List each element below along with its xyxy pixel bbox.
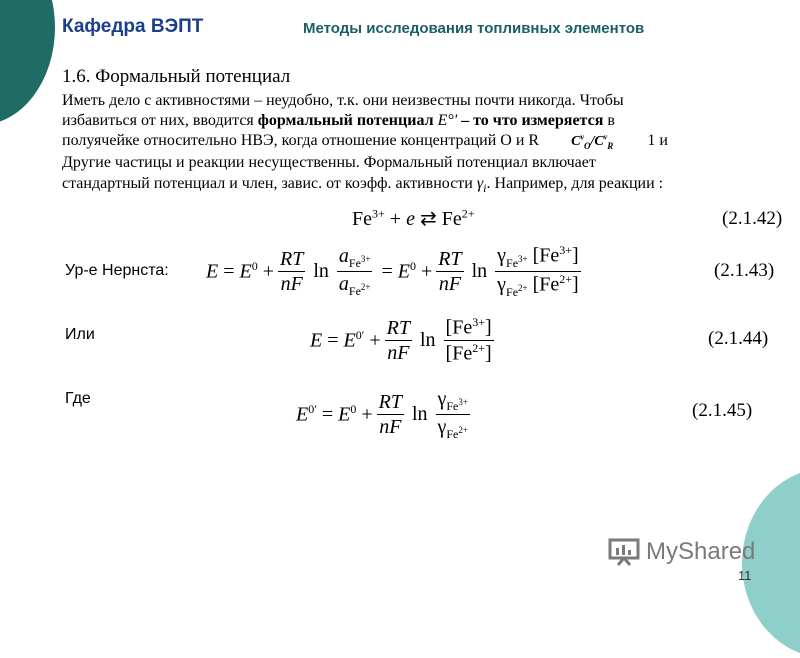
course-title: Методы исследования топливных элементов bbox=[303, 20, 645, 37]
paragraph-line-1: Иметь дело с активностями – неудобно, т.к. они неизвестны почти никогда. Чтобы bbox=[62, 92, 624, 109]
equation-number-3: (2.1.44) bbox=[708, 328, 769, 349]
equation-number-2: (2.1.43) bbox=[714, 260, 775, 281]
equation-number-1: (2.1.42) bbox=[722, 208, 783, 229]
paragraph-line-4: Другие частицы и реакции несущественны. Формальный потенциал включает bbox=[62, 154, 596, 171]
paragraph-line-2: избавиться от них, вводится формальный потенциал E°' – то что измеряется в bbox=[62, 112, 615, 129]
equation-nernst: $E = E^0$ + $\frac{RT}{nF}$ ln $\frac{a_{Fe^{3+}}}{a_{Fe^{2+}}}$ = $E^0$ + $\frac{RT}{nF}$ ln $\frac{\gamma_{Fe^{3+}} [Fe^{3+}]}{\gamma_{Fe^{2+}} [Fe^{2+}]}$ bbox=[206, 243, 579, 299]
watermark-logo bbox=[608, 538, 755, 566]
label-or: Или bbox=[65, 326, 95, 343]
equation-number-4: (2.1.45) bbox=[692, 400, 753, 421]
label-where: Где bbox=[65, 390, 91, 407]
equation-reaction: $Fe^{3+} + e$ ⇄ $Fe^{2+}$ bbox=[352, 206, 475, 230]
decor-circle-top-left bbox=[0, 0, 55, 125]
paragraph-line-5: стандартный потенциал и член, завис. от коэфф. активности $\gamma_i$. Например, для реакции : bbox=[62, 175, 664, 196]
department-title: Кафедра ВЭПТ bbox=[62, 16, 204, 37]
label-nernst: Ур-е Нернста: bbox=[65, 262, 169, 279]
paragraph-line-3: полуячейке относительно НВЭ, когда отношение концентраций O и R $C^\nu_O/C^\nu_R$ 1 и bbox=[62, 132, 668, 151]
presentation-board-icon bbox=[608, 538, 640, 566]
section-title: 1.6. Формальный потенциал bbox=[62, 66, 291, 87]
concentration-ratio: $C^\nu_O/C^\nu_R$ bbox=[571, 132, 614, 151]
watermark-text: MyShared bbox=[646, 538, 756, 565]
equation-formal: $E = E^{0'}$ + $\frac{RT}{nF}$ ln $\frac{[Fe^{3+}]}{[Fe^{2+}]}$ bbox=[310, 315, 492, 365]
equation-formal-definition: $E^{0'} = E^0$ + $\frac{RT}{nF}$ ln $\frac{\gamma_{Fe^{3+}}}{\gamma_{Fe^{2+}}}$ bbox=[296, 388, 468, 442]
page-number: 11 bbox=[738, 568, 752, 583]
